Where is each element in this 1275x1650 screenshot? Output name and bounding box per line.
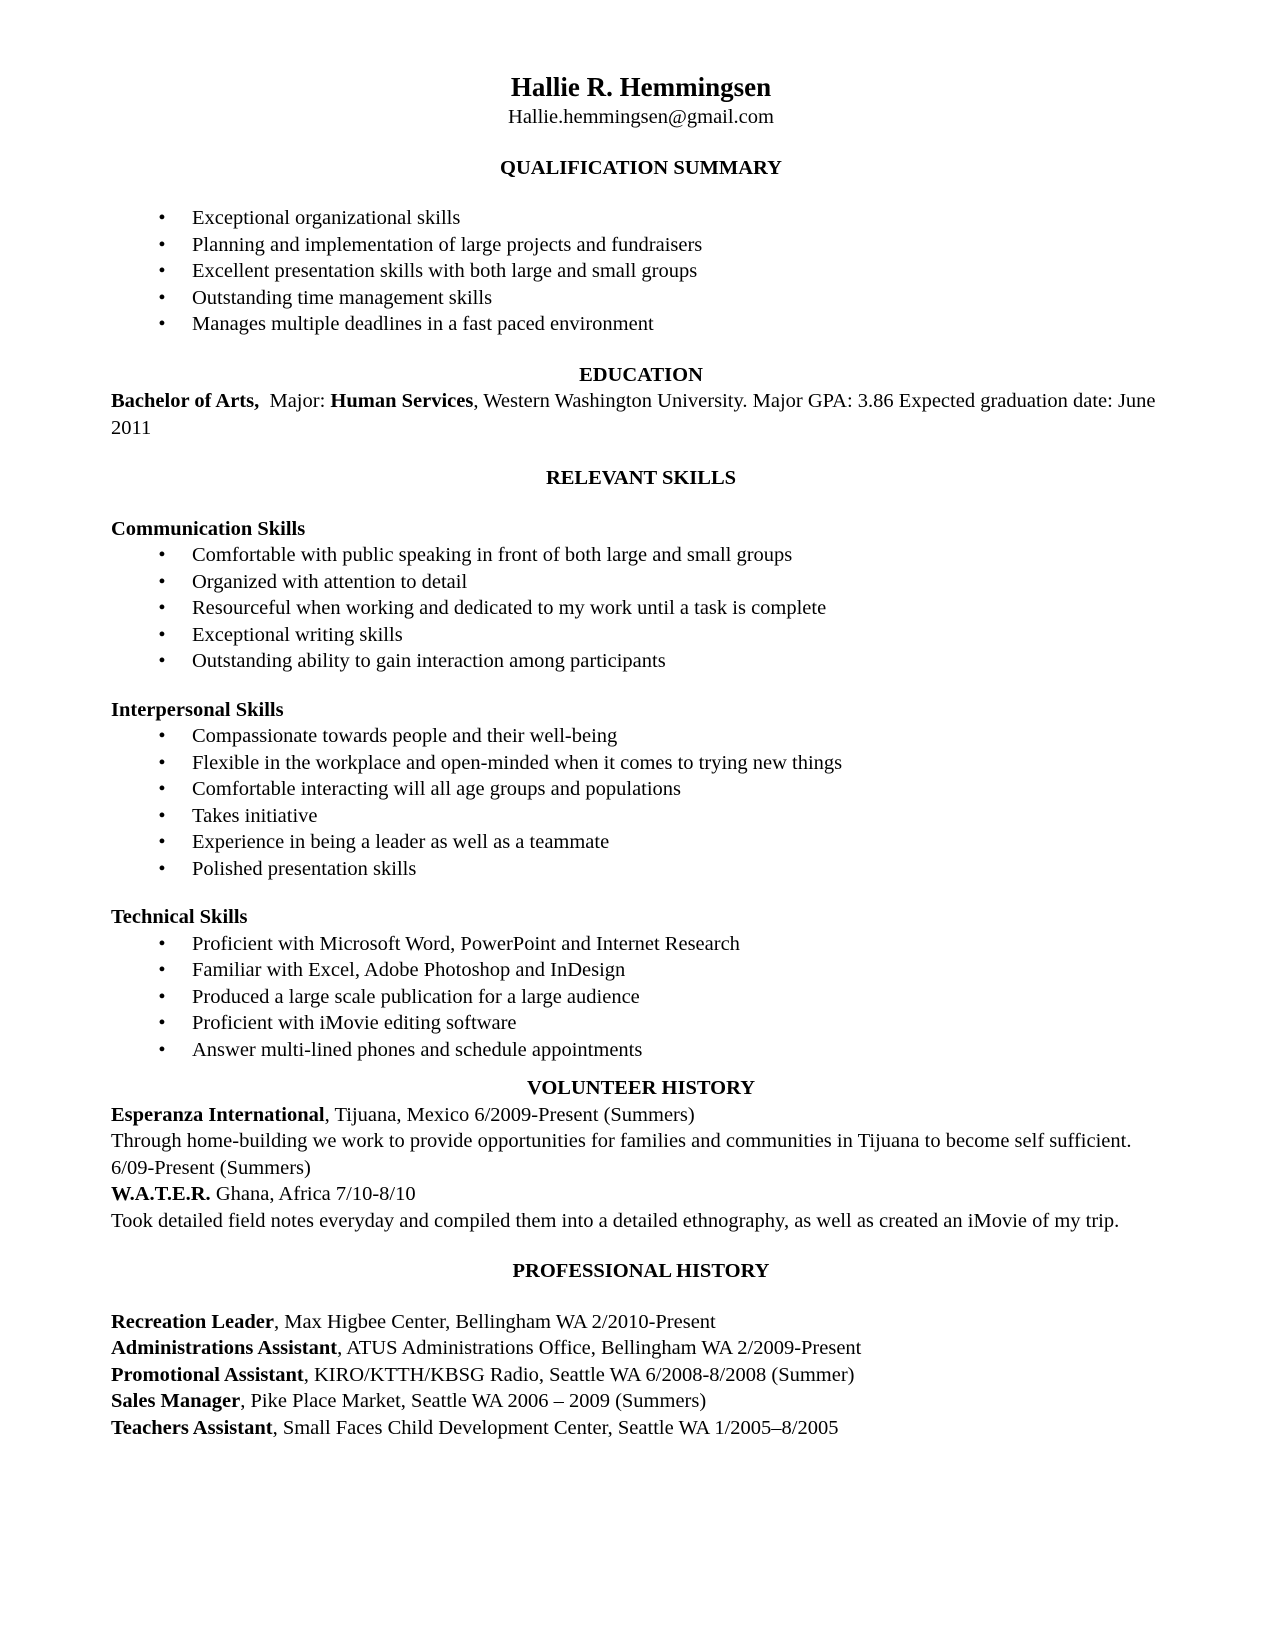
- organization-details: , Tijuana, Mexico 6/2009-Present (Summers): [324, 1103, 695, 1126]
- job-entry: [111, 1362, 1171, 1389]
- bullet-icon: •: [158, 233, 166, 256]
- list-item: • Planning and implementation of large projects and fundraisers: [111, 232, 1171, 259]
- list-item: • Flexible in the workplace and open-minded when it comes to trying new things: [111, 750, 1171, 777]
- job-entry: [111, 1415, 1171, 1442]
- bullet-icon: •: [158, 570, 166, 593]
- bullet-icon: •: [158, 932, 166, 955]
- section-title-professional-history: PROFESSIONAL HISTORY: [512, 1260, 770, 1282]
- volunteer-entry-heading: [111, 1102, 1171, 1129]
- list-item: • Excellent presentation skills with both large and small groups: [111, 258, 1171, 285]
- list-item: • Familiar with Excel, Adobe Photoshop and InDesign: [111, 957, 1171, 984]
- skill-group-title-communication: Communication Skills: [111, 517, 306, 540]
- volunteer-entry-heading: [111, 1181, 1171, 1208]
- list-item: • Compassionate towards people and their well-being: [111, 723, 1171, 750]
- major: Human Services: [330, 390, 474, 412]
- list-item: • Comfortable with public speaking in front of both large and small groups: [111, 542, 1171, 569]
- resume-name: Hallie R. Hemmingsen: [510, 72, 772, 102]
- list-item: • Answer multi-lined phones and schedule appointments: [111, 1037, 1171, 1064]
- list-item: • Outstanding ability to gain interaction among participants: [111, 648, 1171, 675]
- major-label: Major:: [269, 390, 326, 412]
- bullet-icon: •: [158, 623, 166, 646]
- bullet-icon: •: [158, 778, 166, 800]
- bullet-icon: •: [158, 1038, 166, 1061]
- list-item: • Resourceful when working and dedicated to my work until a task is complete: [111, 595, 1171, 622]
- list-item: • Comfortable interacting will all age groups and populations: [111, 776, 1171, 803]
- job-entry: [111, 1309, 1171, 1336]
- bullet-icon: •: [158, 751, 166, 774]
- section-title-relevant-skills: RELEVANT SKILLS: [545, 467, 737, 489]
- list-item: • Exceptional organizational skills: [111, 205, 1171, 232]
- education-details: , Western Washington University. Major GPA: 3.86 Expected graduation date: June 2011: [111, 390, 1156, 439]
- list-item: • Outstanding time management skills: [111, 285, 1171, 312]
- bullet-icon: •: [158, 831, 166, 853]
- list-item: • Experience in being a leader as well as a teammate: [111, 829, 1171, 856]
- section-title-qualification-summary: QUALIFICATION SUMMARY: [500, 156, 782, 179]
- bullet-icon: •: [158, 857, 166, 880]
- skill-group-title-technical: Technical Skills: [111, 906, 248, 928]
- bullet-icon: •: [158, 597, 166, 619]
- job-entry: [111, 1335, 1171, 1362]
- contact-email: Hallie.hemmingsen@gmail.com: [508, 106, 774, 128]
- section-title-education: EDUCATION: [579, 363, 703, 386]
- education-entry: [111, 388, 1171, 441]
- organization: W.A.T.E.R.: [111, 1183, 211, 1205]
- list-item: • Polished presentation skills: [111, 856, 1171, 883]
- technical-skills-list: [111, 931, 1171, 1064]
- job-role: Recreation Leader: [111, 1310, 274, 1333]
- bullet-icon: •: [158, 804, 166, 827]
- communication-skills-list: [111, 542, 1171, 675]
- job-entry: [111, 1388, 1171, 1415]
- bullet-icon: •: [158, 725, 166, 747]
- qualification-summary-list: [111, 205, 1171, 338]
- bullet-icon: •: [158, 286, 166, 309]
- section-title-volunteer-history: VOLUNTEER HISTORY: [526, 1077, 756, 1099]
- bullet-icon: •: [158, 260, 166, 282]
- list-item: • Manages multiple deadlines in a fast paced environment: [111, 311, 1171, 338]
- volunteer-entry-description: Took detailed field notes everyday and compiled them into a detailed ethnography, as well as created an iMovie of my trip.: [111, 1209, 1120, 1232]
- bullet-icon: •: [158, 650, 166, 672]
- professional-history-list: [111, 1309, 1171, 1442]
- bullet-icon: •: [158, 313, 166, 335]
- organization-details: Ghana, Africa 7/10-8/10: [210, 1183, 416, 1205]
- interpersonal-skills-list: [111, 723, 1171, 882]
- job-details: , Pike Place Market, Seattle WA 2006 – 2009 (Summers): [240, 1390, 707, 1412]
- degree: Bachelor of Arts,: [111, 390, 260, 412]
- job-role: Promotional Assistant: [111, 1363, 304, 1386]
- job-role: Administrations Assistant: [111, 1337, 338, 1359]
- job-details: , KIRO/KTTH/KBSG Radio, Seattle WA 6/2008-8/2008 (Summer): [303, 1363, 855, 1386]
- list-item: • Exceptional writing skills: [111, 622, 1171, 649]
- volunteer-entry-description: Through home-building we work to provide opportunities for families and communities in Tijuana to become self sufficient. 6/09-Present (Summers): [111, 1130, 1132, 1179]
- job-details: , ATUS Administrations Office, Bellingham WA 2/2009-Present: [337, 1337, 862, 1359]
- list-item: • Proficient with Microsoft Word, PowerPoint and Internet Research: [111, 931, 1171, 958]
- bullet-icon: •: [158, 959, 166, 981]
- job-role: Sales Manager: [111, 1390, 241, 1412]
- list-item: • Produced a large scale publication for a large audience: [111, 984, 1171, 1011]
- bullet-icon: •: [158, 207, 166, 229]
- list-item: • Takes initiative: [111, 803, 1171, 830]
- job-details: , Small Faces Child Development Center, Seattle WA 1/2005–8/2005: [272, 1416, 839, 1439]
- list-item: • Organized with attention to detail: [111, 569, 1171, 596]
- bullet-icon: •: [158, 985, 166, 1008]
- bullet-icon: •: [158, 1012, 166, 1034]
- job-details: , Max Higbee Center, Bellingham WA 2/2010-Present: [274, 1310, 716, 1333]
- skill-group-title-interpersonal: Interpersonal Skills: [111, 698, 284, 721]
- list-item: • Proficient with iMovie editing software: [111, 1010, 1171, 1037]
- job-role: Teachers Assistant: [111, 1416, 273, 1439]
- resume-content: [111, 70, 1171, 1441]
- organization: Esperanza International: [111, 1103, 325, 1126]
- bullet-icon: •: [158, 544, 166, 566]
